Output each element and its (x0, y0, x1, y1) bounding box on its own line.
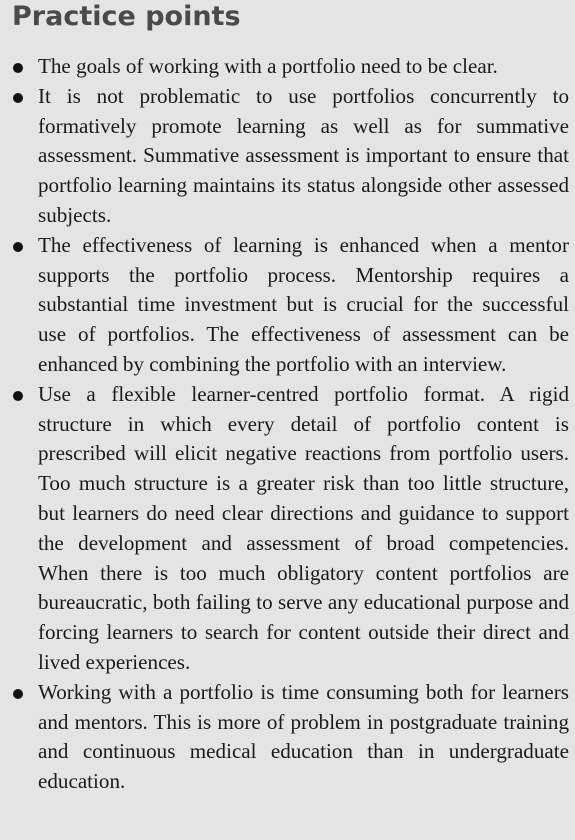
bullet-icon (13, 242, 23, 252)
point-text: The effectiveness of learning is enhanced when a mentor supports the portfolio process. Mentorship requires a substantial time investment but is crucial for the successful use of portfolios. The effectiveness of assessment can be enhanced by combining the portfolio with an interview. (38, 232, 569, 376)
point-text: Working with a portfolio is time consuming both for learners and mentors. This is more of problem in postgraduate training and continuous medical education than in undergraduate education. (38, 679, 569, 794)
list-item (12, 678, 569, 797)
list-item (12, 52, 569, 82)
box-title: Practice points (12, 1, 241, 32)
practice-points-list (12, 52, 569, 797)
list-item (12, 380, 569, 678)
bullet-icon (13, 391, 23, 401)
bullet-icon (13, 93, 23, 103)
point-text: Use a flexible learner-centred portfolio format. A rigid structure in which every detail of portfolio content is prescribed will elicit negative reactions from portfolio users. Too much structure is a greater risk than too little structure, but learners do need clear directions and guidance to support the development and assessment of broad competencies. When there is too much obligatory content portfolios are bureaucratic, both failing to serve any educational purpose and forcing learners to search for content outside their direct and lived experiences. (38, 381, 569, 674)
list-item (12, 231, 569, 380)
list-item (12, 82, 569, 231)
bullet-icon (13, 63, 23, 73)
point-text: The goals of working with a portfolio need to be clear. (38, 54, 498, 78)
point-text: It is not problematic to use portfolios concurrently to formatively promote learning as well as for summative assessment. Summative assessment is important to ensure that portfolio learning maintains its status alongside other assessed subjects. (38, 83, 569, 227)
bullet-icon (13, 689, 23, 699)
